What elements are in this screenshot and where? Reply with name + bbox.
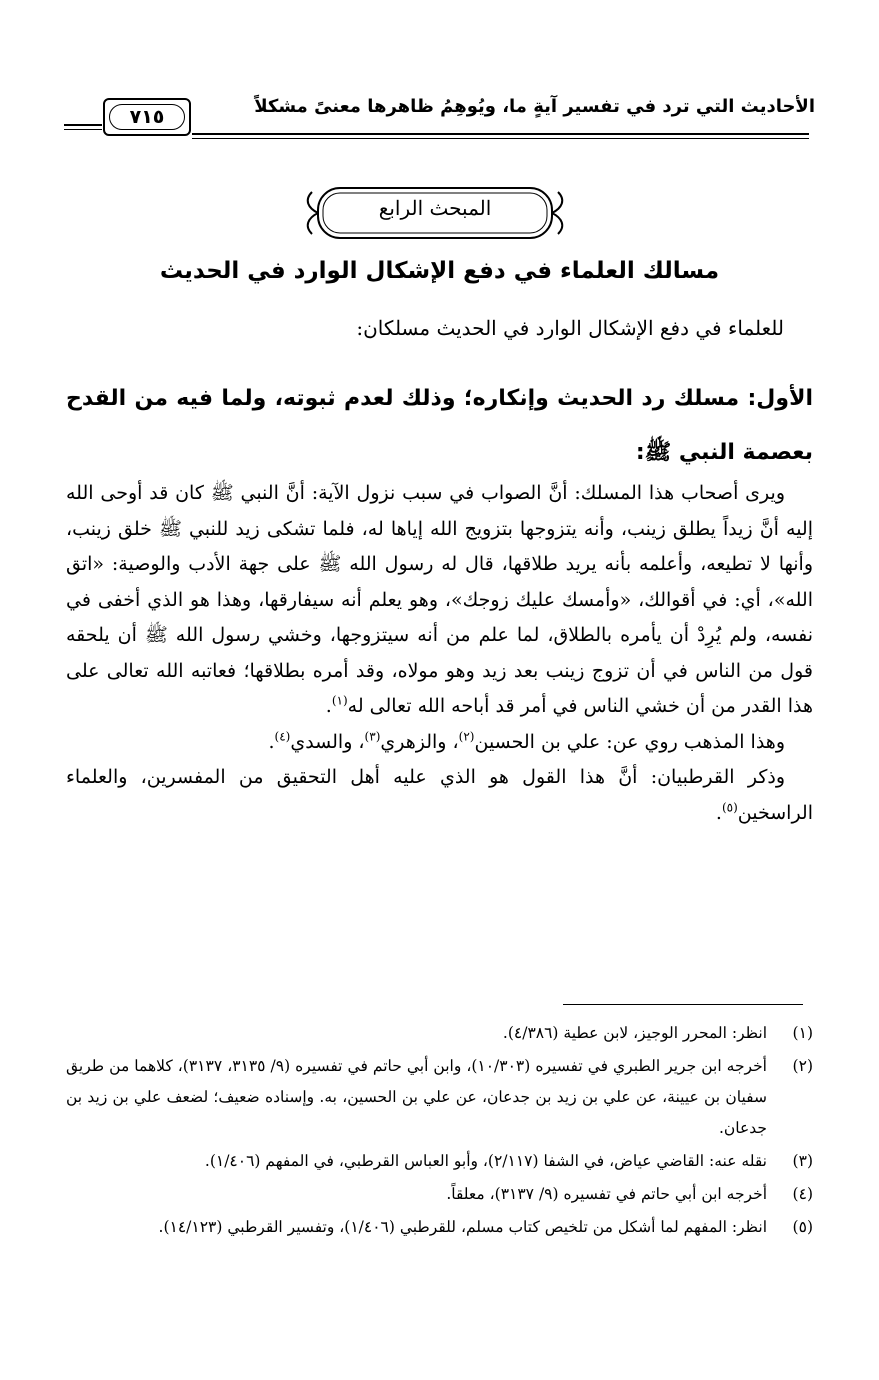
- paragraph-1-text: ويرى أصحاب هذا المسلك: أنَّ الصواب في سبب نزول الآية: أنَّ النبي ﷺ كان قد أوحى الله إليه أنَّ زيداً يطلق زينب، وأنه يتزوجها بتزويج الله إياها له، فلما تشكى زيد للنبي ﷺ خلق زينب، وأنها لا تطيعه، وأعلمه بأنه يريد طلاقها، قال له رسول الله ﷺ على جهة الأدب والوصية: «اتق الله»، أي: في أقوالك، «وأمسك عليك زوجك»، وهو يعلم أنه سيفارقها، وهذا هو الذي أخفى في نفسه، ولم يُرِدْ أن يأمره بالطلاق، لما علم من أنه سيتزوجها، وخشي رسول الله ﷺ أن يلحقه قول من الناس في أن تزوج زينب بعد زيد وهو مولاه، وقد أمره بطلاقها؛ فعاتبه الله تعالى على هذا القدر من أن خشي الناس في أمر قد أباحه الله تعالى له: [66, 482, 813, 717]
- footnote-number: (٥): [792, 1218, 813, 1236]
- footnote-ref-5: (٥): [721, 800, 738, 815]
- page-number: ٧١٥: [109, 104, 185, 130]
- header-rule-right-thin: [192, 138, 809, 139]
- paragraph-3: [66, 760, 813, 831]
- paragraph-1-end: .: [325, 695, 332, 717]
- section-title: مسالك العلماء في دفع الإشكال الوارد في الحديث: [159, 258, 720, 284]
- footnote-text: نقله عنه: القاضي عياض، في الشفا (٢/١١٧)، وأبو العباس القرطبي، في المفهم (١/٤٠٦).: [204, 1152, 767, 1170]
- paragraph-2-text-a: وهذا المذهب روي عن: علي بن الحسين: [474, 730, 785, 753]
- footnote-item: [66, 1212, 813, 1243]
- footnotes: [66, 1018, 813, 1245]
- running-header-title: الأحاديث التي ترد في تفسير آيةٍ ما، ويُوهِمُ ظاهرها معنىً مشكلاً: [254, 96, 815, 117]
- footnote-text: انظر: المحرر الوجيز، لابن عطية (٤/٣٨٦).: [502, 1024, 767, 1042]
- footnote-text: انظر: المفهم لما أشكل من تلخيص كتاب مسلم، للقرطبي (١/٤٠٦)، وتفسير القرطبي (١٤/١٢٣).: [158, 1218, 767, 1236]
- header-rule-left-thin: [64, 129, 102, 130]
- footnote-ref-1: (١): [331, 693, 348, 708]
- header-rule-right: [192, 133, 809, 135]
- footnote-separator: [563, 1004, 803, 1005]
- paragraph-2-end: .: [268, 730, 275, 753]
- footnote-item: [66, 1146, 813, 1177]
- footnote-item: [66, 1018, 813, 1049]
- footnote-number: (٣): [792, 1152, 813, 1170]
- section-label-frame: [300, 186, 570, 240]
- paragraph-2-text-b: ، والزهري: [380, 730, 459, 753]
- page-number-frame: [103, 98, 191, 136]
- paragraph-2-text-c: ، والسدي: [290, 730, 365, 753]
- footnote-number: (٢): [792, 1057, 813, 1075]
- paragraph-3-text: وذكر القرطبيان: أنَّ هذا القول هو الذي عليه أهل التحقيق من المفسرين، والعلماء الراسخين: [66, 766, 813, 824]
- intro-line: للعلماء في دفع الإشكال الوارد في الحديث مسلكان:: [356, 316, 784, 340]
- paragraph-3-end: .: [715, 801, 722, 824]
- first-approach-heading: الأول: مسلك رد الحديث وإنكاره؛ وذلك لعدم ثبوته، ولما فيه من القدح بعصمة النبي ﷺ:: [66, 386, 813, 465]
- footnote-text: أخرجه ابن جرير الطبري في تفسيره (١٠/٣٠٣)، وابن أبي حاتم في تفسيره (٩/ ٣١٣٥، ٣١٣٧)، كلاهما من طريق سفيان بن عيينة، عن علي بن زيد بن جدعان، عن علي بن الحسين، به. وإسناده ضعيف؛ لضعف علي بن زيد بن جدعان.: [66, 1057, 767, 1137]
- footnote-ref-3: (٣): [364, 729, 381, 744]
- paragraph-2: [66, 725, 813, 761]
- footnote-item: [66, 1051, 813, 1144]
- section-label: المبحث الرابع: [378, 196, 492, 220]
- paragraph-1: [66, 476, 813, 725]
- footnote-number: (٤): [792, 1185, 813, 1203]
- footnote-ref-2: (٢): [458, 729, 475, 744]
- header-rule-left: [64, 124, 102, 126]
- footnote-item: [66, 1179, 813, 1210]
- footnote-ref-4: (٤): [274, 729, 291, 744]
- body-text: [66, 476, 813, 831]
- footnote-number: (١): [792, 1024, 813, 1042]
- footnote-text: أخرجه ابن أبي حاتم في تفسيره (٩/ ٣١٣٧)، معلقاً.: [446, 1185, 767, 1203]
